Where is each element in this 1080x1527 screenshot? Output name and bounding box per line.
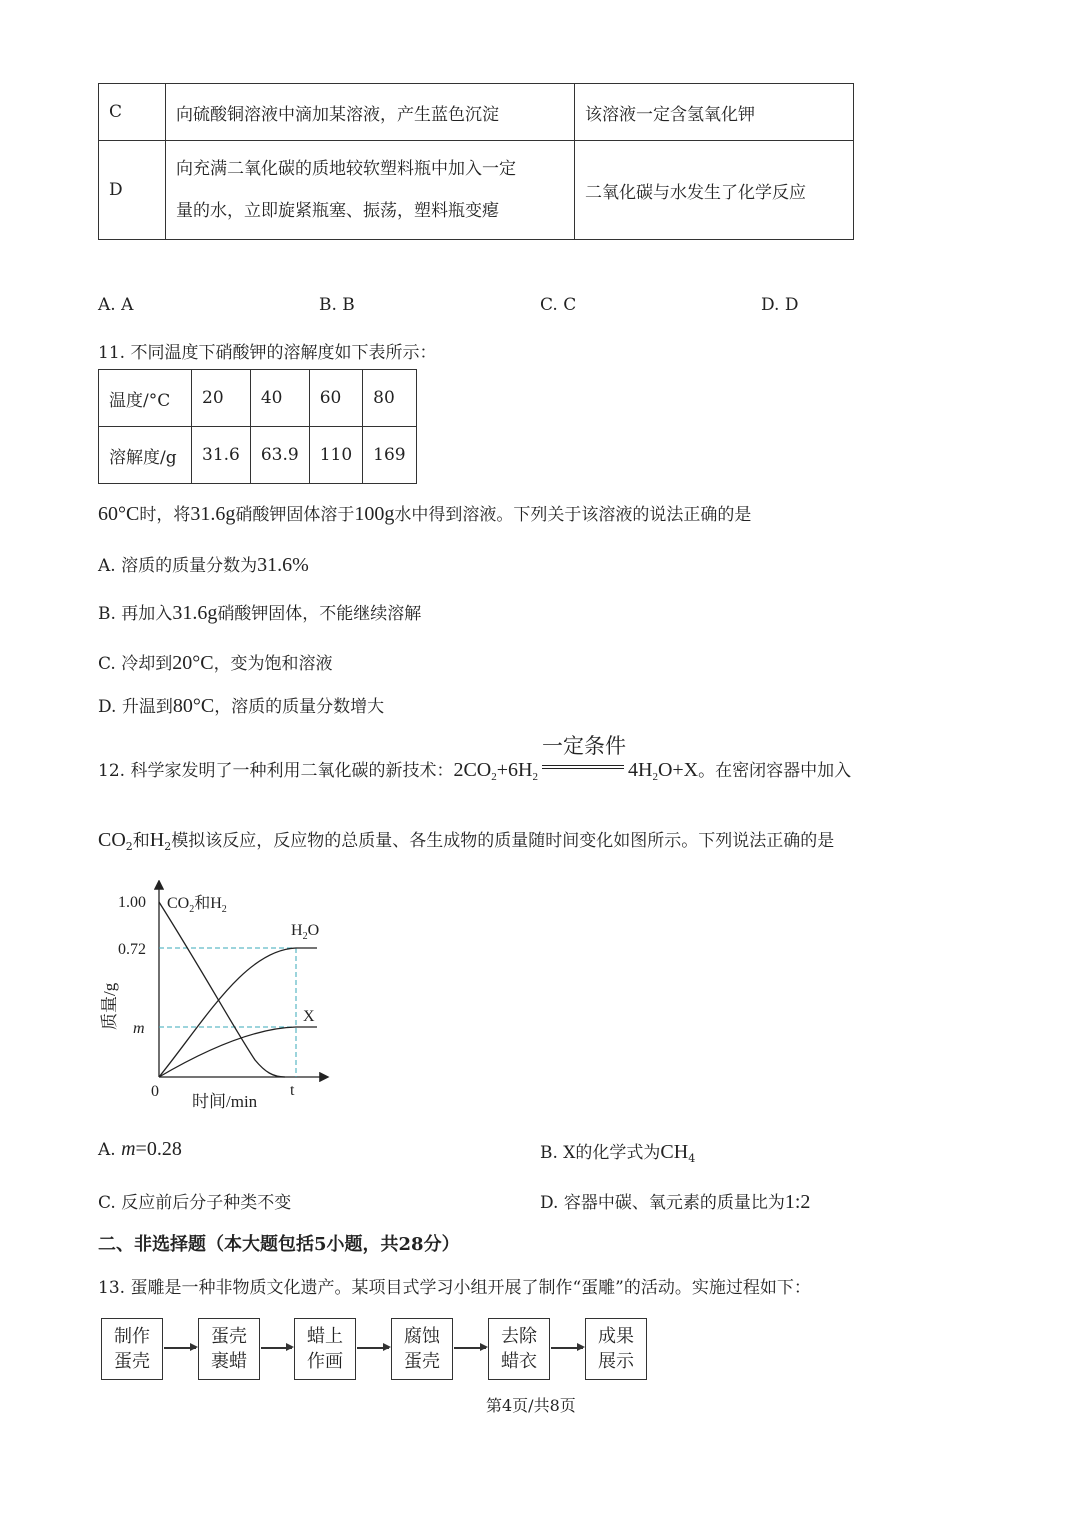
choice-c: C. C (540, 295, 577, 315)
formula: CH (660, 1141, 689, 1163)
value: 31.6g (172, 602, 218, 624)
reactant-curve (159, 902, 285, 1077)
value: 31.6% (257, 554, 309, 576)
q11-condition (98, 500, 751, 526)
cell: 169 (363, 427, 416, 484)
y-axis-label: 质量/g (100, 982, 119, 1030)
text: 硝酸钾固体溶于 (235, 505, 355, 525)
reactant-label: $CO_2$和$H_2$ (167, 895, 227, 915)
step-text: 蛋壳 (404, 1351, 440, 1372)
experiment-line: 量的水，立即旋紧瓶塞、振荡，塑料瓶变瘪 (176, 201, 499, 221)
formula: O+X (657, 759, 699, 781)
step-text: 蜡上 (307, 1326, 343, 1347)
text: A. 溶质的质量分数为 (98, 556, 258, 576)
text: 水中得到溶液。下列关于该溶液的说法正确的是 (394, 505, 752, 525)
mass: 100g (354, 503, 395, 525)
cell: 63.9 (250, 427, 309, 484)
cell: 80 (363, 370, 416, 427)
arrow-icon (357, 1347, 389, 1349)
experiment-cell (166, 141, 575, 240)
step-text: 蜡衣 (501, 1351, 537, 1372)
cell: 20 (192, 370, 251, 427)
step-text: 成果 (598, 1326, 634, 1347)
flow-step (488, 1318, 550, 1380)
step-text: 蛋壳 (114, 1351, 150, 1372)
q12-stem (98, 734, 852, 783)
cell: 110 (309, 427, 362, 484)
q11-option-b (98, 599, 421, 625)
tick-100: 1.00 (118, 894, 146, 911)
text: D. 容器中碳、氧元素的质量比为 (540, 1193, 785, 1213)
tick-m: m (133, 1020, 145, 1037)
mass: 31.6g (190, 503, 236, 525)
flow-step (101, 1318, 163, 1380)
temp: 60°C (98, 503, 140, 525)
tick-072: 0.72 (118, 941, 146, 958)
text: D. 升温到 (98, 697, 173, 717)
water-label: $H_2O$ (291, 922, 320, 942)
step-text: 裹蜡 (211, 1351, 247, 1372)
reaction-condition: 一定条件 (541, 734, 626, 758)
reaction-arrow (541, 734, 626, 776)
experiment-cell: 向硫酸铜溶液中滴加某溶液，产生蓝色沉淀 (166, 84, 575, 141)
equation-left: $2CO_2+6H_2$ (453, 759, 538, 783)
choice-b: B. B (319, 295, 355, 315)
flow-step (294, 1318, 356, 1380)
text: B. X的化学式为 (540, 1143, 661, 1163)
conclusion-cell: 该溶液一定含氢氧化钾 (575, 84, 854, 141)
arrow-icon (164, 1347, 196, 1349)
text: C. 冷却到 (98, 654, 173, 674)
text: ，变为饱和溶液 (213, 654, 333, 674)
step-text: 作画 (307, 1351, 343, 1372)
subscript: 4 (688, 1152, 696, 1165)
value: 80°C (172, 695, 215, 717)
cell: 31.6 (192, 427, 251, 484)
q12-line2: $CO_2$和$H_2$模拟该反应，反应物的总质量、各生成物的质量随时间变化如图所示。下列说法正确的是 (98, 829, 835, 853)
value: =0.28 (135, 1138, 182, 1160)
var: m (121, 1138, 136, 1160)
choice-d: D. D (761, 295, 799, 315)
text: A. (98, 1140, 122, 1160)
flow-step (585, 1318, 647, 1380)
solubility-table (98, 369, 417, 484)
text: 模拟该反应，反应物的总质量、各生成物的质量随时间变化如图所示。下列说法正确的是 (171, 831, 835, 851)
text: B. 再加入 (98, 604, 173, 624)
option-label: C (99, 84, 166, 141)
cell: 40 (250, 370, 309, 427)
formula: H (149, 829, 165, 851)
arrow-icon (551, 1347, 583, 1349)
text: 。在密闭容器中加入 (698, 761, 852, 781)
cell: 60 (309, 370, 362, 427)
flow-step (391, 1318, 453, 1380)
text: ，溶质的质量分数增大 (214, 697, 385, 717)
formula: +6H (496, 759, 533, 781)
q12-option-d (540, 1188, 810, 1214)
q11-stem: 11. 不同温度下硝酸钾的溶解度如下表所示： (98, 343, 437, 363)
q11-option-c (98, 649, 333, 675)
step-text: 展示 (598, 1351, 634, 1372)
q12-option-b (540, 1138, 695, 1165)
value: 1:2 (784, 1191, 811, 1213)
q13-stem: 13. 蛋雕是一种非物质文化遗产。某项目式学习小组开展了制作“蛋雕”的活动。实施过程如下： (98, 1278, 811, 1298)
text: 和 (132, 831, 150, 851)
flow-step (198, 1318, 260, 1380)
header-cell: 温度/°C (99, 370, 192, 427)
option-label: D (99, 141, 166, 240)
origin-label: 0 (151, 1083, 159, 1100)
header-cell: 溶解度/g (99, 427, 192, 484)
section-heading: 二、非选择题（本大题包括5小题，共28分） (98, 1234, 460, 1255)
arrow-icon (454, 1347, 486, 1349)
value: 20°C (172, 652, 214, 674)
choice-a: A. A (98, 295, 134, 315)
step-text: 制作 (114, 1326, 150, 1347)
arrow-icon (261, 1347, 292, 1349)
x-axis-label: 时间/min (192, 1092, 258, 1111)
water-curve (159, 948, 317, 1077)
text: 硝酸钾固体，不能继续溶解 (217, 604, 422, 624)
q10-options-table (98, 83, 854, 240)
q11-option-d (98, 692, 384, 718)
tick-t: t (290, 1082, 295, 1099)
formula: 2CO (453, 759, 492, 781)
experiment-line: 向充满二氧化碳的质地较软塑料瓶中加入一定 (176, 159, 516, 179)
q12-option-c: C. 反应前后分子种类不变 (98, 1193, 292, 1213)
text: 12. 科学家发明了一种利用二氧化碳的新技术： (98, 761, 454, 781)
formula: 4H (627, 759, 653, 781)
q11-option-a (98, 551, 309, 577)
conclusion-cell: 二氧化碳与水发生了化学反应 (575, 141, 854, 240)
step-text: 蛋壳 (211, 1326, 247, 1347)
equation-right: $4H_2O+X$ (627, 759, 699, 783)
mass-time-graph (95, 880, 345, 1115)
page-footer: 第4页/共8页 (486, 1396, 576, 1415)
text: 时，将 (139, 505, 191, 525)
q12-option-a (98, 1138, 182, 1161)
x-label: X (303, 1008, 315, 1025)
step-text: 去除 (501, 1326, 537, 1347)
x-curve (159, 1027, 317, 1077)
formula: CO (98, 829, 126, 851)
step-text: 腐蚀 (404, 1326, 440, 1347)
